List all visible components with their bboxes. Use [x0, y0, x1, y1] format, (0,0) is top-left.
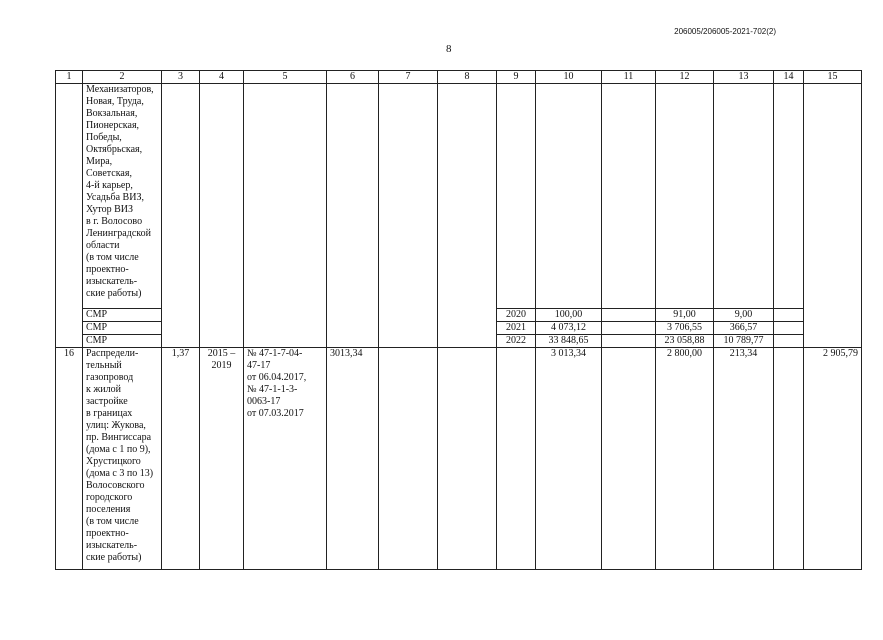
column-header: 14 — [774, 71, 804, 84]
column-number-header — [56, 71, 862, 84]
period-cell: 2015 – 2019 — [200, 348, 244, 570]
year-cell: 2022 — [497, 335, 536, 348]
amount-cell: 10 789,77 — [714, 335, 774, 348]
row-number: 16 — [56, 348, 83, 570]
table-row — [56, 335, 862, 348]
cost-cell: 3013,34 — [327, 348, 379, 570]
work-type-label: СМР — [83, 322, 162, 335]
object-description: Распредели- тельный газопровод к жилой застройке в границах улиц: Жукова, пр. Вингиссара (дома с 1 по 9), Хрустицкого (дома с 3 по 13) Волосовского городского поселения (в том числе проектно- изыскатель- ские работы) — [83, 348, 162, 570]
amount-cell: 213,34 — [714, 348, 774, 570]
table-row — [56, 322, 862, 335]
amount-cell: 3 013,34 — [536, 348, 602, 570]
amount-cell: 23 058,88 — [656, 335, 714, 348]
column-header: 9 — [497, 71, 536, 84]
work-type-label: СМР — [83, 335, 162, 348]
column-header: 15 — [804, 71, 862, 84]
amount-cell: 9,00 — [714, 309, 774, 322]
amount-cell: 2 800,00 — [656, 348, 714, 570]
column-header: 8 — [438, 71, 497, 84]
column-header: 7 — [379, 71, 438, 84]
amount-cell: 2 905,79 — [804, 348, 862, 570]
year-cell: 2020 — [497, 309, 536, 322]
permit-cell: № 47-1-7-04- 47-17 от 06.04.2017, № 47-1-1-3- 0063-17 от 07.03.2017 — [244, 348, 327, 570]
amount-cell: 33 848,65 — [536, 335, 602, 348]
amount-cell: 366,57 — [714, 322, 774, 335]
amount-cell: 100,00 — [536, 309, 602, 322]
column-header: 13 — [714, 71, 774, 84]
work-type-label: СМР — [83, 309, 162, 322]
year-cell: 2021 — [497, 322, 536, 335]
column-header: 1 — [56, 71, 83, 84]
object-description: Механизаторов, Новая, Труда, Вокзальная, Пионерская, Победы, Октябрьская, Мира, Советская, 4-й карьер, Усадьба ВИЗ, Хутор ВИЗ в г. Волосово Ленинградской области (в том числе проектно- изыскатель- ские работы) — [83, 84, 162, 309]
data-table — [55, 70, 862, 570]
table-row — [56, 309, 862, 322]
column-header: 3 — [162, 71, 200, 84]
column-header: 4 — [200, 71, 244, 84]
column-header: 2 — [83, 71, 162, 84]
column-header: 10 — [536, 71, 602, 84]
page-number: 8 — [446, 43, 452, 55]
table-row — [56, 348, 862, 570]
column-header: 11 — [602, 71, 656, 84]
amount-cell: 91,00 — [656, 309, 714, 322]
column-header: 12 — [656, 71, 714, 84]
amount-cell: 3 706,55 — [656, 322, 714, 335]
length-cell: 1,37 — [162, 348, 200, 570]
amount-cell: 4 073,12 — [536, 322, 602, 335]
column-header: 6 — [327, 71, 379, 84]
table-row — [56, 84, 862, 309]
document-id: 206005/206005-2021-702(2) — [674, 27, 776, 36]
column-header: 5 — [244, 71, 327, 84]
